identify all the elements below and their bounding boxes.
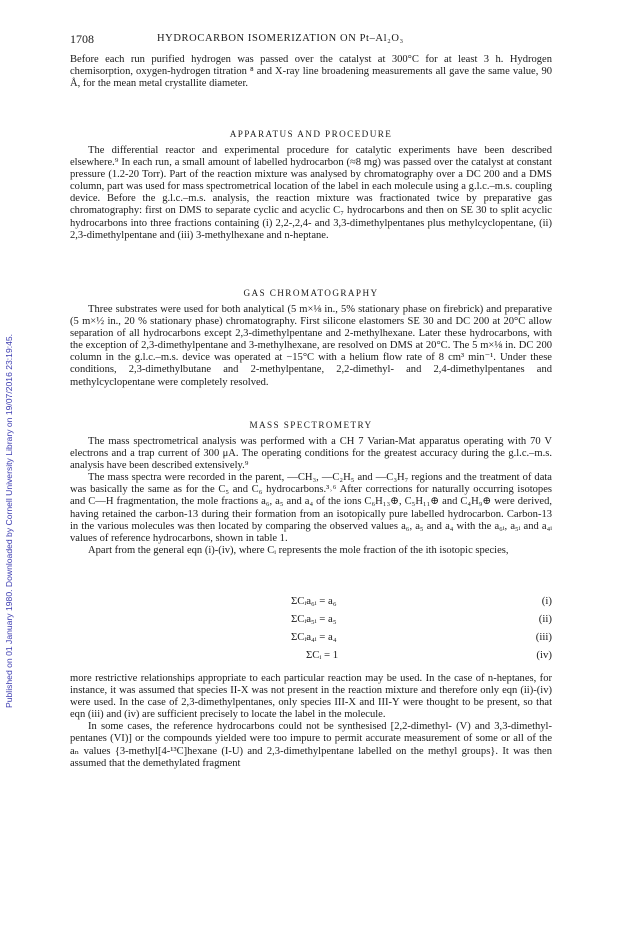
equation: [70, 631, 552, 645]
ms-paragraph-3: Apart from the general eqn (i)-(iv), where Cᵢ represents the mole fraction of the ith isotopic species,: [88, 544, 509, 556]
equation-expression: ΣCᵢa₅ᵢ = a₅: [291, 613, 337, 625]
intro-paragraph: [70, 54, 552, 90]
equation-number: (i): [541, 595, 552, 607]
equation-expression: ΣCᵢ = 1: [306, 649, 339, 661]
section-heading-apparatus: APPARATUS AND PROCEDURE: [229, 129, 393, 139]
download-stamp-text: Published on 01 January 1980. Downloaded by Cornell University Library on 19/07/2016 23:19:45.: [4, 333, 14, 708]
gc-paragraph: [70, 304, 552, 389]
page-header: [70, 32, 552, 48]
equation-expression: ΣCᵢa₄ᵢ = a₄: [291, 631, 337, 643]
ms-paragraph-1: The mass spectrometrical analysis was performed with a CH 7 Varian-Mat apparatus operating with 70 V electrons and a trap current of 300 μA. The operating conditions for the greatest accuracy during the g.l.c.–m.s. analysis have been described extensively.⁹: [70, 436, 552, 472]
gc-text: Three substrates were used for both analytical (5 m×⅛ in., 5% stationary phase on firebrick) and preparative (5 m×½ in., 20 % stationary phase) chromatography. First silicone elastomers SE 30 and DC 200 at 20°C allow separation of all hydrocarbons except 2,3-dimethylpentane and 2-methylhexane. Later these hydrocarbons, with the exception of 2,3-dimethylpentane and 3-methylhexane, are resolved on DMS at 20°C. The 5 m×⅛ in. DC 200 column in the g.l.c.–m.s. device was operated at −15°C with a helium flow rate of 8 cm³ min⁻¹. Under these conditions, 2,3-dimethylbutane and 2-methylpentane, 2,2-dimethyl- and 2,4-dimethylpentanes and methylcyclopentane were completely resolved.: [70, 304, 552, 388]
equation-number: (ii): [538, 613, 552, 625]
equation: [70, 649, 552, 663]
equation-expression: ΣCᵢa₆ᵢ = a₆: [291, 595, 337, 607]
running-title: HYDROCARBON ISOMERIZATION ON Pt–Al₂O₃: [157, 33, 404, 44]
ms-paragraph-4: more restrictive relationships appropriate to each particular reaction may be used. In the case of n-heptanes, for instance, it was assumed that species II-X was not present in the reaction mixture and therefore only eqn (ii)-(iv) were used. In the case of 2,3-dimethylpentanes, only species III-X and III-Y were thought to be present, so that eqn (iii) and (iv) are sufficient precisely to locate the label in the molecule.: [70, 673, 552, 721]
download-stamp: [2, 68, 16, 708]
ms-paragraph-2: The mass spectra were recorded in the parent, —CH₃, —C₂H₅ and —C₃H₇ regions and the treatment of data was basically the same as for the C₅ and C₆ hydrocarbons.³˒⁶ After corrections for naturally occurring isotopes and C—H fragmentation, the mole fractions a₆, a₅ and a₄ of the ions C₆H₁₃⊕, C₅H₁₁⊕ and C₄H₉⊕ were derived, having retained the carbon-13 during their formation from an isotopically pure labelled hydrocarbon. Carbon-13 in the various molecules was then located by comparing the observed values a₆, a₅ and a₄ with the a₆ᵢ, a₅ᵢ and a₄ᵢ values of reference hydrocarbons, shown in table 1.: [70, 472, 552, 544]
ms-paragraphs-top: [70, 436, 552, 557]
ms-paragraph-5: In some cases, the reference hydrocarbons could not be synthesised [2,2-dimethyl- (V) and 3,3-dimethyl-pentanes (VI)] or the compounds yielded were too impure to permit accurate measurement of some or all of the aₙ values {3-methyl[4-¹³C]hexane (I-U) and 2,3-dimethylpentane labelled on the methyl groups}. It was then assumed that the demethylated fragment: [70, 721, 552, 769]
section-heading-gc: GAS CHROMATOGRAPHY: [243, 288, 379, 298]
equation: [70, 613, 552, 627]
section-heading-ms: MASS SPECTROMETRY: [249, 420, 373, 430]
equation: [70, 595, 552, 609]
page-number: 1708: [70, 32, 94, 46]
intro-text: Before each run purified hydrogen was passed over the catalyst at 300°C for at least 3 h. Hydrogen chemisorption, oxygen-hydrogen titration ⁸ and X-ray line broadening measurements all gave the same value, 90 Å, for the mean metal crystallite diameter.: [70, 54, 552, 90]
apparatus-paragraph: [70, 145, 552, 242]
apparatus-text: The differential reactor and experimental procedure for catalytic experiments have been described elsewhere.⁹ In each run, a small amount of labelled hydrocarbon (≈8 mg) was passed over the catalyst at constant pressure (1.2-20 Torr). Part of the reaction mixture was analysed by chromatography over a DC 200 and a DMS column, part was used for mass spectrometrical location of the label in each molecule using a g.l.c.–m.s. coupling device. Before the g.l.c.–m.s. analysis, the reaction mixture was fractionated twice by preparative gas chromatography: first on DMS to separate cyclic and acyclic C₇ hydrocarbons and then on SE 30 to split acyclic hydrocarbons into three fractions containing (i) 2,2-,2,4- and 3,3-dimethylpentanes plus methylcyclopentane, (ii) 2,3-dimethylpentane and (iii) 3-methylhexane and n-heptane.: [70, 145, 552, 241]
equation-number: (iii): [535, 631, 552, 643]
equation-number: (iv): [536, 649, 552, 661]
ms-paragraphs-bottom: [70, 673, 552, 770]
